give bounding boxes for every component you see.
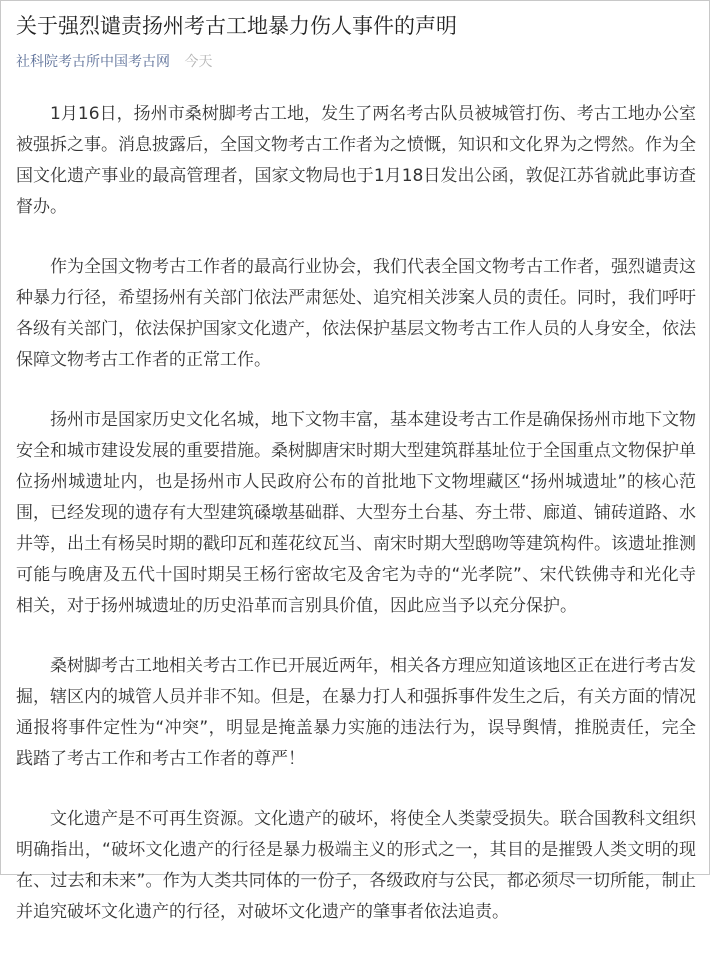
paragraph: 文化遗产是不可再生资源。文化遗产的破坏，将使全人类蒙受损失。联合国教科文组织明确指出，“破坏文化遗产的行径是暴力极端主义的形式之一，其目的是摧毁人类文明的现在、过去和未来”。作为人类共同体的一份子，各级政府与公民，都必须尽一切所能，制止并追究破坏文化遗产的行径，对破坏文化遗产的肇事者依法追责。 [16,809,696,922]
paragraph: 作为全国文物考古工作者的最高行业协会，我们代表全国文物考古工作者，强烈谴责这种暴力行径，希望扬州有关部门依法严肃惩处、追究相关涉案人员的责任。同时，我们呼吁各级有关部门，依法保护国家文化遗产，依法保护基层文物考古工作人员的人身安全，依法保障文物考古工作者的正常工作。 [16,257,696,370]
article-body [16,99,696,957]
paragraph: 桑树脚考古工地相关考古工作已开展近两年，相关各方理应知道该地区正在进行考古发掘，辖区内的城管人员并非不知。但是，在暴力打人和强拆事件发生之后，有关方面的情况通报将事件定性为“冲突”，明显是掩盖暴力实施的违法行为，误导舆情，推脱责任，完全践踏了考古工作和考古工作者的尊严！ [16,656,696,769]
article-title: 关于强烈谴责扬州考古工地暴力伤人事件的声明 [16,14,457,38]
source-link[interactable]: 社科院考古所中国考古网 [16,54,170,70]
publish-date: 今天 [184,54,213,70]
paragraph: 1月16日，扬州市桑树脚考古工地，发生了两名考古队员被城管打伤、考古工地办公室被强拆之事。消息披露后，全国文物考古工作者为之愤慨，知识和文化界为之愕然。作为全国文化遗产事业的最高管理者，国家文物局也于1月18日发出公函，敦促江苏省就此事访查督办。 [16,104,696,217]
paragraph: 扬州市是国家历史文化名城，地下文物丰富，基本建设考古工作是确保扬州市地下文物安全和城市建设发展的重要措施。桑树脚唐宋时期大型建筑群基址位于全国重点文物保护单位扬州城遗址内，也是扬州市人民政府公布的首批地下文物埋藏区“扬州城遗址”的核心范围，已经发现的遗存有大型建筑磉墩基础群、大型夯土台基、夯土带、廊道、铺砖道路、水井等，出土有杨吴时期的戳印瓦和莲花纹瓦当、南宋时期大型鸱吻等建筑构件。该遗址推测可能与晚唐及五代十国时期吴王杨行密故宅及舍宅为寺的“光孝院”、宋代铁佛寺和光化寺相关，对于扬州城遗址的历史沿革而言别具价值，因此应当予以充分保护。 [16,410,696,616]
article-meta [16,51,212,73]
